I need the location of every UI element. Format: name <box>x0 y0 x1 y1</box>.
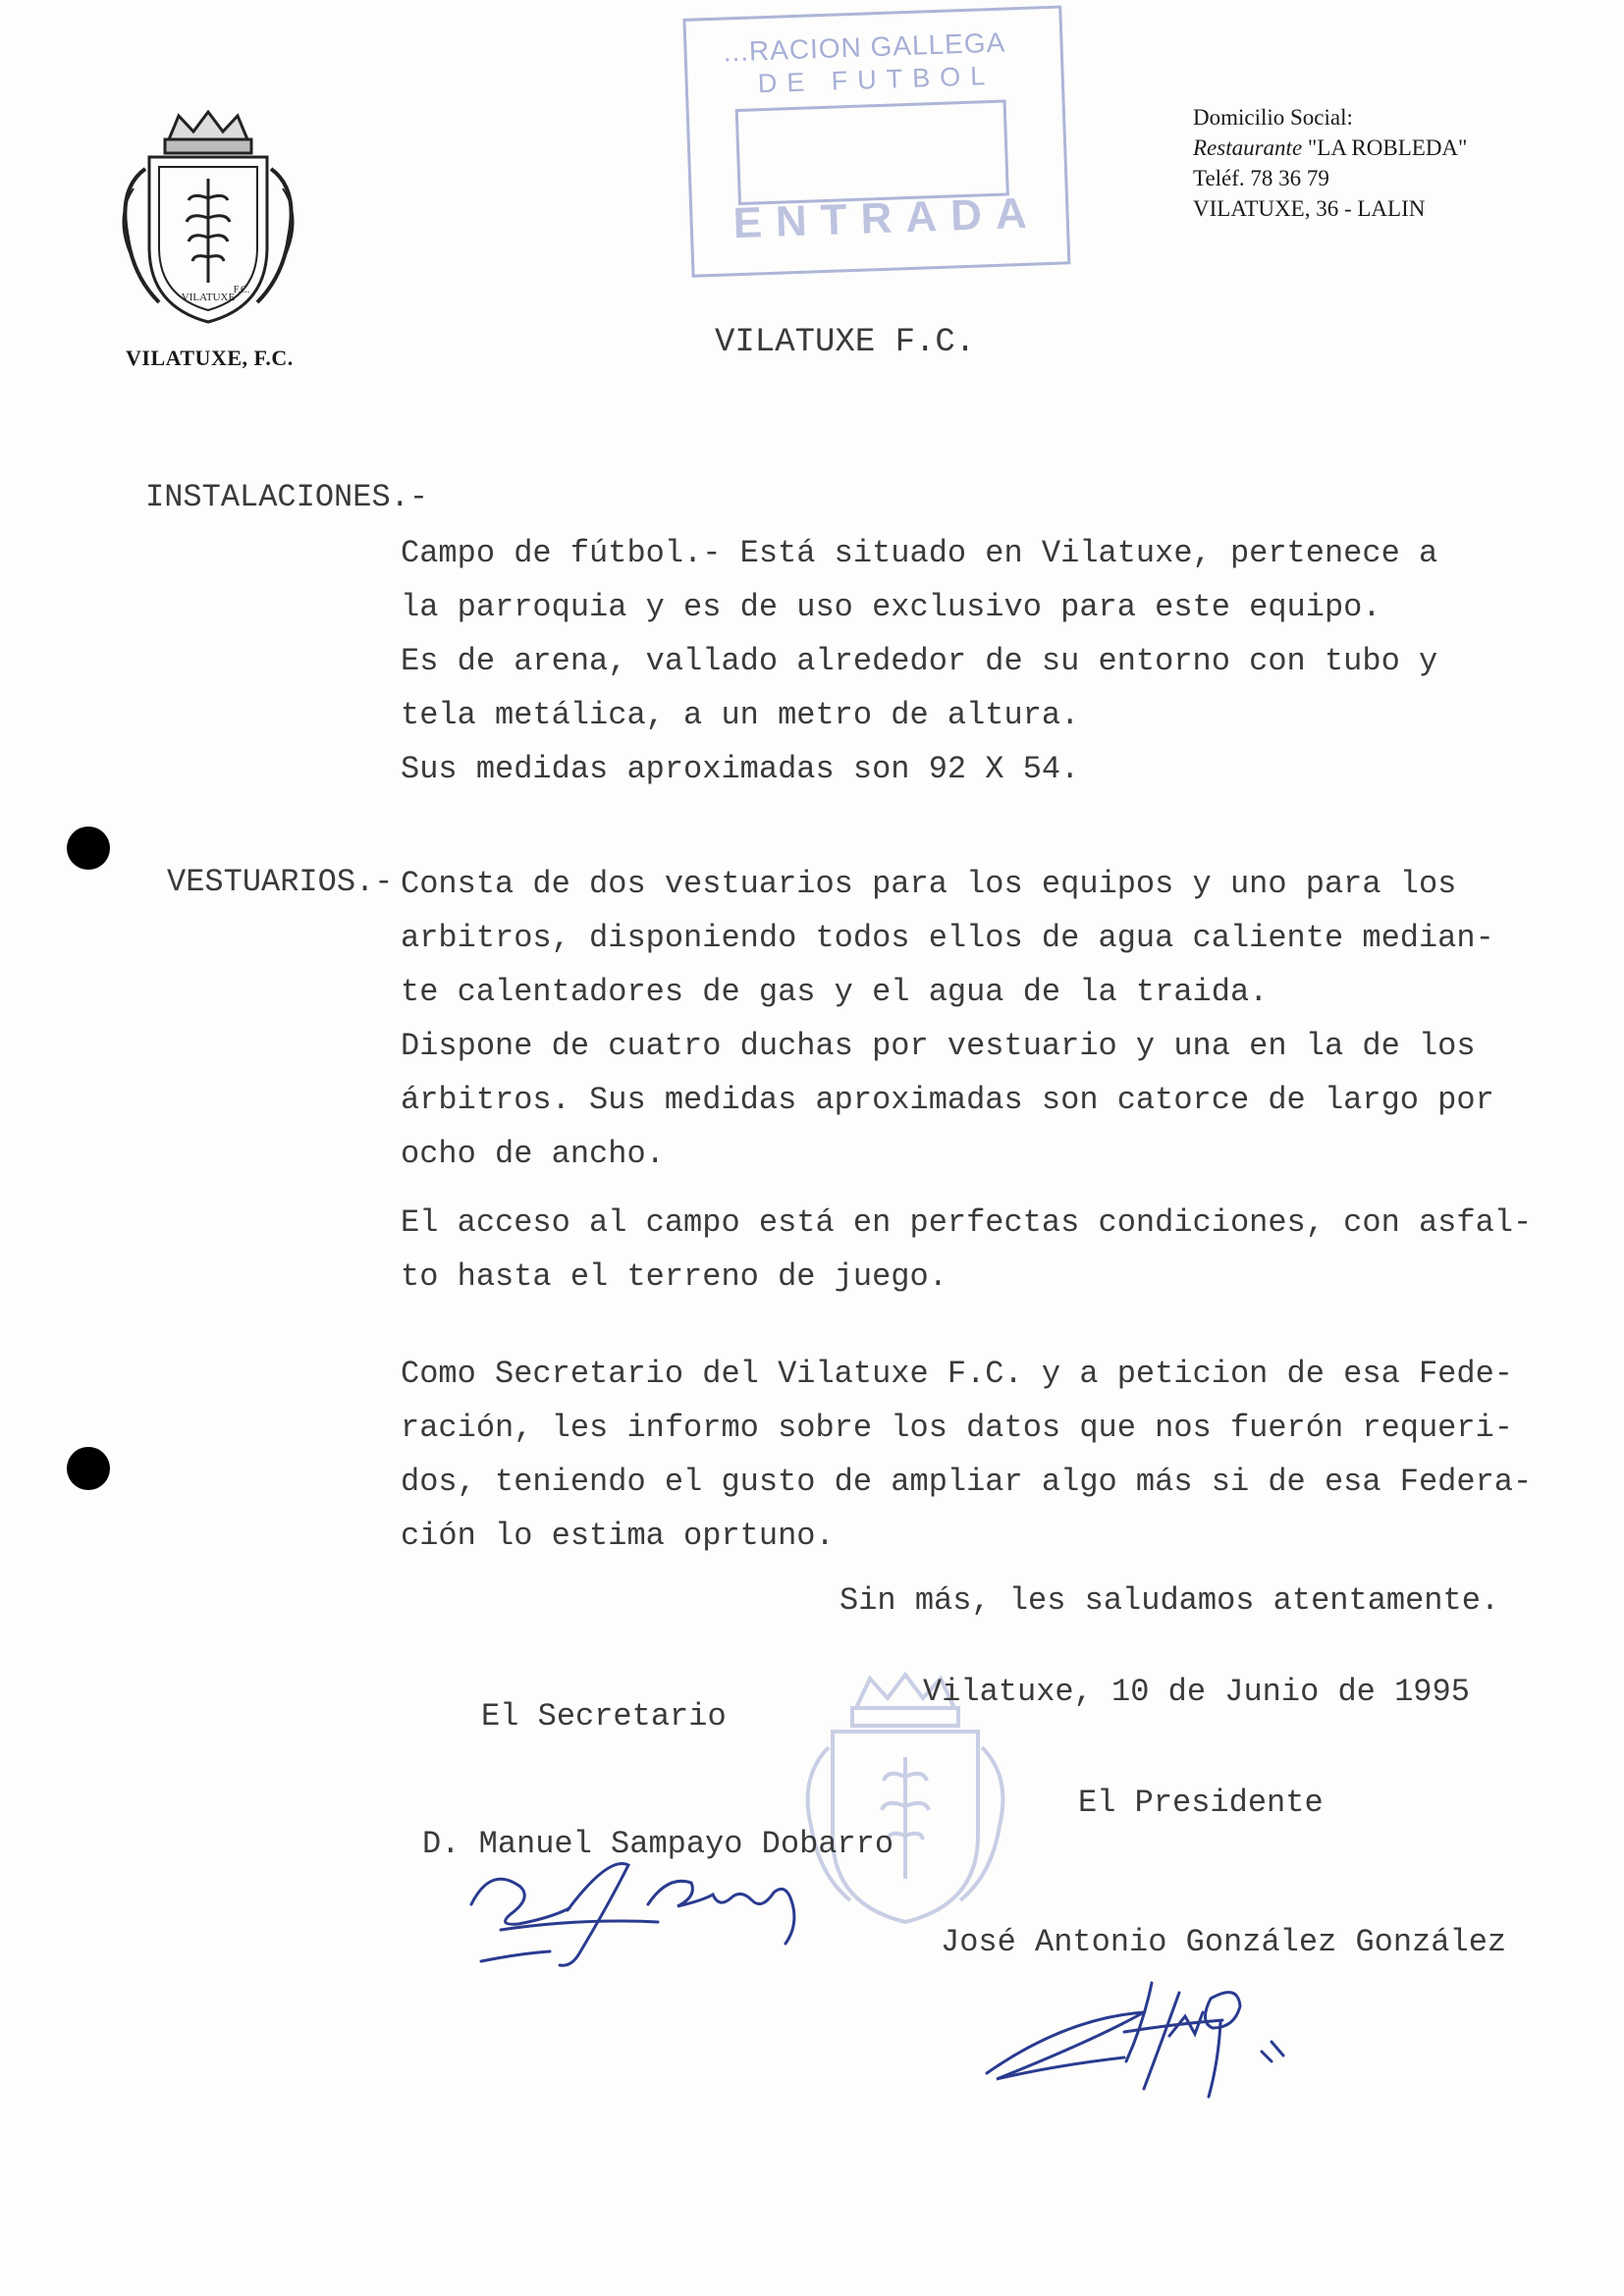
address-label: Domicilio Social: <box>1193 105 1353 130</box>
vestuarios-paragraph <box>401 857 1540 1181</box>
svg-text:F.C.: F.C. <box>233 285 250 295</box>
president-signature <box>977 1963 1311 2110</box>
text-line: Es de arena, vallado alrededor de su entorno con tubo y <box>401 643 1438 679</box>
text-line: El acceso al campo está en perfectas condiciones, con asfal- <box>401 1204 1533 1241</box>
text-line: arbitros, disponiendo todos ellos de agua caliente median- <box>401 920 1494 956</box>
punch-hole-mark <box>67 1447 110 1490</box>
text-line: ocho de ancho. <box>401 1136 665 1172</box>
address-venue: Restaurante "LA ROBLEDA" <box>1193 135 1468 160</box>
salutation: Sin más, les saludamos atentamente. <box>839 1582 1500 1619</box>
text-line: to hasta el terreno de juego. <box>401 1258 947 1295</box>
text-line: Dispone de cuatro duchas por vestuario y una en la de los <box>401 1028 1476 1064</box>
stamp-futbol-line: DE FUTBOL <box>757 60 996 99</box>
address-location: VILATUXE, 36 - LALIN <box>1193 196 1426 221</box>
text-line: la parroquia y es de uso exclusivo para este equipo. <box>401 589 1381 625</box>
secretary-name: D. Manuel Sampayo Dobarro <box>422 1826 894 1862</box>
closing-paragraph <box>401 1347 1540 1563</box>
letter-heading: VILATUXE F.C. <box>715 324 976 361</box>
instalaciones-paragraph <box>401 526 1540 796</box>
text-line: Campo de fútbol.- Está situado en Vilatuxe, pertenece a <box>401 535 1438 571</box>
president-title: El Presidente <box>1078 1785 1324 1821</box>
svg-text:VILATUXE: VILATUXE <box>181 292 236 303</box>
text-line: árbitros. Sus medidas aproximadas son catorce de largo por <box>401 1082 1494 1118</box>
club-crest-logo <box>110 110 306 334</box>
text-line: tela metálica, a un metro de altura. <box>401 697 1080 733</box>
secretary-title: El Secretario <box>481 1698 727 1735</box>
place-date: Vilatuxe, 10 de Junio de 1995 <box>923 1674 1470 1710</box>
stamp-federation-line: ...RACION GALLEGA <box>723 27 1006 68</box>
instalaciones-label: INSTALACIONES.- <box>145 479 429 515</box>
text-line: Consta de dos vestuarios para los equipos y uno para los <box>401 866 1457 902</box>
text-line: te calentadores de gas y el agua de la traida. <box>401 974 1269 1010</box>
president-name: José Antonio González González <box>941 1924 1507 1960</box>
club-name: VILATUXE, F.C. <box>126 346 294 370</box>
text-line: Como Secretario del Vilatuxe F.C. y a peticion de esa Fede- <box>401 1356 1513 1392</box>
address-block <box>1193 102 1467 224</box>
punch-hole-mark <box>67 827 110 870</box>
text-line: dos, teniendo el gusto de ampliar algo más si de esa Federa- <box>401 1464 1533 1500</box>
entrada-stamp <box>682 5 1076 284</box>
acceso-paragraph <box>401 1196 1540 1304</box>
address-phone: Teléf. 78 36 79 <box>1193 166 1329 190</box>
vestuarios-label: VESTUARIOS.- <box>167 864 394 900</box>
stamp-entrada-line: ENTRADA <box>731 188 1042 248</box>
text-line: ción lo estima oprtuno. <box>401 1518 835 1554</box>
secretary-signature <box>461 1836 844 1973</box>
text-line: ración, les informo sobre los datos que nos fuerón requeri- <box>401 1410 1513 1446</box>
text-line: Sus medidas aproximadas son 92 X 54. <box>401 751 1080 787</box>
